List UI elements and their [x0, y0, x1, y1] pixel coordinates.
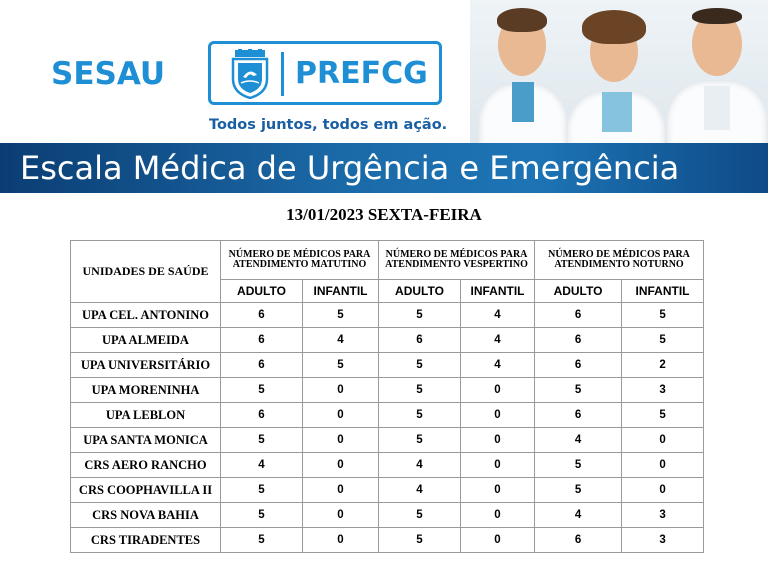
prefcg-logo [208, 41, 442, 105]
value-cell: 4 [461, 353, 535, 378]
value-cell: 0 [303, 428, 379, 453]
sub-header-child: INFANTIL [461, 280, 535, 303]
period-header-morning: NÚMERO DE MÉDICOS PARA ATENDIMENTO MATUTINO [221, 241, 379, 280]
value-cell: 6 [221, 328, 303, 353]
value-cell: 5 [535, 478, 622, 503]
value-cell: 6 [535, 528, 622, 553]
unit-name: CRS NOVA BAHIA [71, 503, 221, 528]
unit-name: UPA MORENINHA [71, 378, 221, 403]
sub-header-adult: ADULTO [379, 280, 461, 303]
sub-header-child: INFANTIL [622, 280, 704, 303]
schedule-table [70, 240, 704, 553]
value-cell: 6 [535, 353, 622, 378]
table-row [71, 478, 704, 503]
unit-name: CRS TIRADENTES [71, 528, 221, 553]
table-row [71, 353, 704, 378]
value-cell: 4 [379, 453, 461, 478]
value-cell: 0 [461, 478, 535, 503]
value-cell: 0 [303, 528, 379, 553]
unit-name: CRS AERO RANCHO [71, 453, 221, 478]
value-cell: 5 [379, 428, 461, 453]
table-body [71, 303, 704, 553]
value-cell: 0 [622, 478, 704, 503]
value-cell: 5 [221, 528, 303, 553]
value-cell: 5 [379, 528, 461, 553]
value-cell: 3 [622, 378, 704, 403]
value-cell: 0 [622, 453, 704, 478]
value-cell: 0 [622, 428, 704, 453]
table-row [71, 503, 704, 528]
value-cell: 5 [622, 328, 704, 353]
value-cell: 5 [221, 503, 303, 528]
period-header-afternoon: NÚMERO DE MÉDICOS PARA ATENDIMENTO VESPERTINO [379, 241, 535, 280]
value-cell: 0 [461, 453, 535, 478]
value-cell: 0 [461, 528, 535, 553]
value-cell: 5 [379, 303, 461, 328]
value-cell: 0 [303, 403, 379, 428]
table-row [71, 428, 704, 453]
value-cell: 6 [535, 303, 622, 328]
sub-header-adult: ADULTO [221, 280, 303, 303]
table-row [71, 453, 704, 478]
value-cell: 5 [221, 378, 303, 403]
slogan: Todos juntos, todos em ação. [209, 117, 448, 133]
unit-name: UPA SANTA MONICA [71, 428, 221, 453]
table-row [71, 403, 704, 428]
value-cell: 0 [303, 478, 379, 503]
value-cell: 5 [379, 378, 461, 403]
value-cell: 5 [622, 303, 704, 328]
value-cell: 5 [535, 453, 622, 478]
value-cell: 3 [622, 528, 704, 553]
value-cell: 6 [221, 303, 303, 328]
value-cell: 5 [379, 353, 461, 378]
value-cell: 4 [535, 503, 622, 528]
doctors-photo [470, 0, 768, 143]
unit-name: UPA UNIVERSITÁRIO [71, 353, 221, 378]
value-cell: 5 [221, 478, 303, 503]
value-cell: 4 [303, 328, 379, 353]
city-crest-icon [227, 49, 273, 99]
value-cell: 0 [303, 503, 379, 528]
table-row [71, 303, 704, 328]
value-cell: 4 [461, 328, 535, 353]
sub-header-child: INFANTIL [303, 280, 379, 303]
value-cell: 6 [221, 403, 303, 428]
sesau-brand: SESAU [51, 56, 166, 92]
value-cell: 0 [303, 453, 379, 478]
unit-name: CRS COOPHAVILLA II [71, 478, 221, 503]
value-cell: 6 [535, 403, 622, 428]
value-cell: 0 [461, 403, 535, 428]
value-cell: 0 [461, 378, 535, 403]
unit-column-header: UNIDADES DE SAÚDE [71, 241, 221, 303]
table-row [71, 378, 704, 403]
value-cell: 4 [535, 428, 622, 453]
value-cell: 4 [379, 478, 461, 503]
period-header-night: NÚMERO DE MÉDICOS PARA ATENDIMENTO NOTURNO [535, 241, 704, 280]
value-cell: 4 [221, 453, 303, 478]
unit-name: UPA LEBLON [71, 403, 221, 428]
value-cell: 2 [622, 353, 704, 378]
banner-title: Escala Médica de Urgência e Emergência [20, 149, 680, 187]
logo-divider [281, 52, 284, 96]
value-cell: 5 [221, 428, 303, 453]
value-cell: 5 [622, 403, 704, 428]
value-cell: 4 [461, 303, 535, 328]
value-cell: 6 [221, 353, 303, 378]
value-cell: 5 [303, 353, 379, 378]
value-cell: 0 [461, 428, 535, 453]
value-cell: 5 [379, 403, 461, 428]
unit-name: UPA CEL. ANTONINO [71, 303, 221, 328]
value-cell: 0 [461, 503, 535, 528]
table-row [71, 528, 704, 553]
table-row [71, 328, 704, 353]
value-cell: 3 [622, 503, 704, 528]
value-cell: 5 [535, 378, 622, 403]
unit-name: UPA ALMEIDA [71, 328, 221, 353]
title-banner [0, 143, 768, 193]
prefcg-logo-text: PREFCG [295, 56, 428, 91]
value-cell: 5 [303, 303, 379, 328]
header [0, 0, 768, 143]
date-line: 13/01/2023 SEXTA-FEIRA [286, 205, 482, 224]
value-cell: 6 [535, 328, 622, 353]
value-cell: 6 [379, 328, 461, 353]
value-cell: 0 [303, 378, 379, 403]
sub-header-adult: ADULTO [535, 280, 622, 303]
value-cell: 5 [379, 503, 461, 528]
